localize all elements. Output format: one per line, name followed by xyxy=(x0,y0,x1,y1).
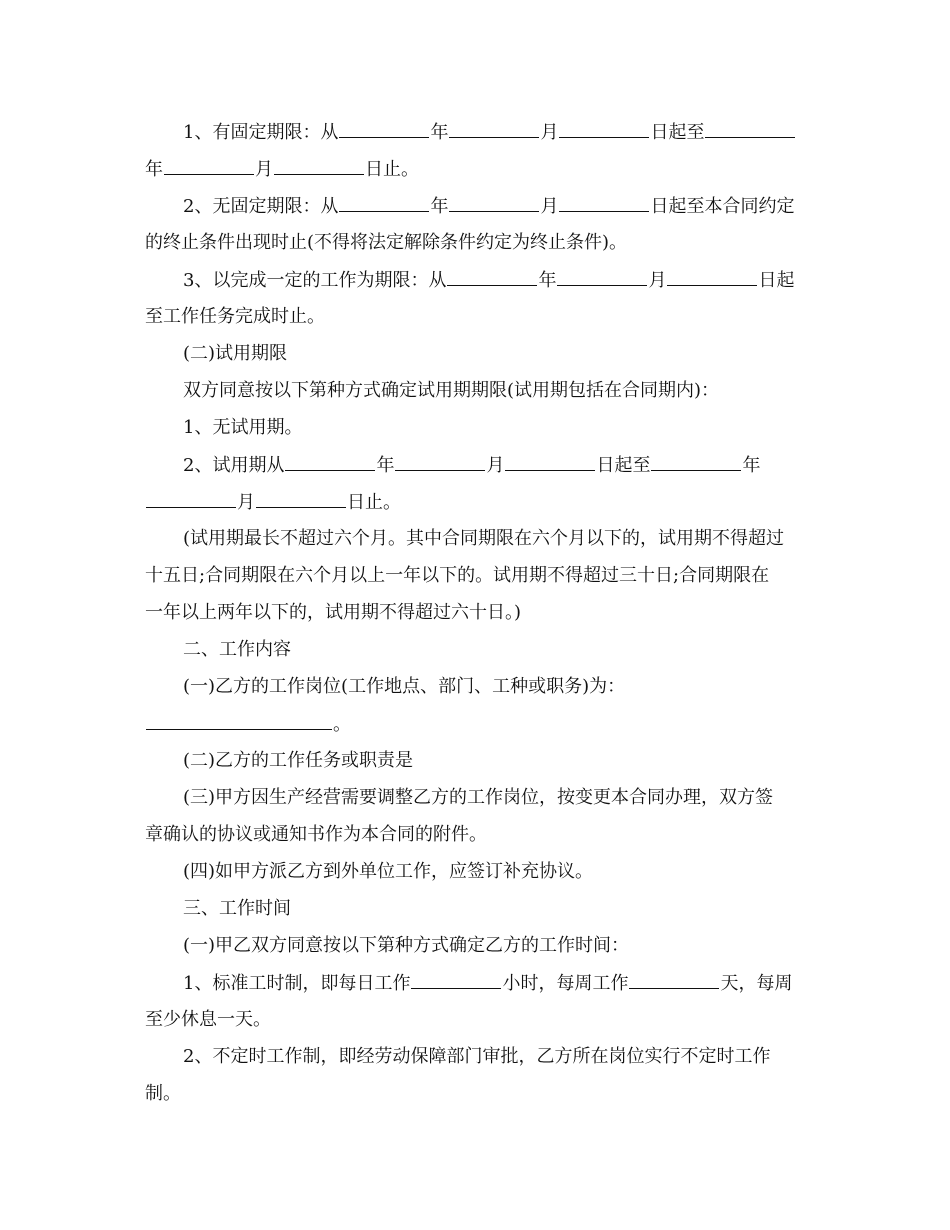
job-duties-line: (二)乙方的工作任务或职责是 xyxy=(183,750,414,771)
year-label: 年 xyxy=(430,122,449,143)
work-time-intro: (一)甲乙双方同意按以下第种方式确定乙方的工作时间： xyxy=(183,935,630,956)
year-label: 年 xyxy=(430,196,449,217)
year-label: 年 xyxy=(742,455,761,476)
blank-field[interactable] xyxy=(256,489,346,508)
trial-intro: 双方同意按以下第种方式确定试用期期限(试用期包括在合同期内)： xyxy=(183,380,720,401)
term-fixed-label: 1、有固定期限：从 xyxy=(183,122,339,143)
flex-hours-line2: 制。 xyxy=(145,1083,181,1104)
term-fixed-line1 xyxy=(0,119,950,146)
term-task-line1 xyxy=(0,267,950,294)
blank-field[interactable] xyxy=(629,970,719,989)
blank-field[interactable] xyxy=(339,119,429,138)
trial-note-line1: (试用期最长不超过六个月。其中合同期限在六个月以下的，试用期不得超过 xyxy=(183,528,785,549)
term-fixed-line2 xyxy=(0,156,950,183)
trial-note-line3: 一年以上两年以下的，试用期不得超过六十日。) xyxy=(145,602,522,623)
day-label: 日起至 xyxy=(650,122,705,143)
month-label: 月 xyxy=(237,492,255,513)
job-change-line1: (三)甲方因生产经营需要调整乙方的工作岗位，按变更本合同办理，双方签 xyxy=(183,787,774,808)
section3-heading: 三、工作时间 xyxy=(183,898,291,919)
blank-field[interactable] xyxy=(447,267,537,286)
day-label: 日止。 xyxy=(347,492,401,513)
day-label: 日止。 xyxy=(365,159,419,180)
day-label: 日起至 xyxy=(596,455,651,476)
blank-field[interactable] xyxy=(411,970,501,989)
trial-heading: (二)试用期限 xyxy=(183,343,288,364)
blank-field[interactable] xyxy=(274,156,364,175)
blank-field[interactable] xyxy=(559,193,649,212)
outside-work-line: (四)如甲方派乙方到外单位工作，应签订补充协议。 xyxy=(183,861,594,882)
term-task-label: 3、以完成一定的工作为期限：从 xyxy=(183,270,447,291)
term-open-line1 xyxy=(0,193,950,220)
year-label: 年 xyxy=(376,455,395,476)
trial-period-line2 xyxy=(0,489,950,516)
trial-none: 1、无试用期。 xyxy=(183,417,303,438)
flex-hours-line1: 2、不定时工作制，即经劳动保障部门审批，乙方所在岗位实行不定时工作 xyxy=(183,1046,771,1067)
trial-note-line2: 十五日;合同期限在六个月以上一年以下的。试用期不得超过三十日;合同期限在 xyxy=(145,565,770,586)
month-label: 月 xyxy=(255,159,273,180)
blank-field[interactable] xyxy=(505,452,595,471)
blank-field[interactable] xyxy=(557,267,647,286)
month-label: 月 xyxy=(540,196,559,217)
blank-field[interactable] xyxy=(164,156,254,175)
blank-field[interactable] xyxy=(395,452,485,471)
day-label: 日起至本合同约定 xyxy=(650,196,795,217)
term-open-label: 2、无固定期限：从 xyxy=(183,196,339,217)
term-task-line2: 至工作任务完成时止。 xyxy=(145,306,325,327)
blank-field[interactable] xyxy=(339,193,429,212)
job-position-blank-line xyxy=(0,711,950,738)
standard-hours-line1 xyxy=(0,970,950,997)
year-label: 年 xyxy=(145,159,163,180)
hours-label: 小时，每周工作 xyxy=(502,973,629,994)
standard-hours-label: 1、标准工时制，即每日工作 xyxy=(183,973,411,994)
blank-field[interactable] xyxy=(559,119,649,138)
day-label: 日起 xyxy=(758,270,795,291)
trial-period-line1 xyxy=(0,452,950,479)
blank-field[interactable] xyxy=(651,452,741,471)
term-open-line2: 的终止条件出现时止(不得将法定解除条件约定为终止条件)。 xyxy=(145,232,628,253)
blank-field[interactable] xyxy=(285,452,375,471)
month-label: 月 xyxy=(648,270,667,291)
year-label: 年 xyxy=(538,270,557,291)
days-label: 天，每周 xyxy=(720,973,793,994)
job-position-line: (一)乙方的工作岗位(工作地点、部门、工种或职务)为： xyxy=(183,676,626,697)
blank-field[interactable] xyxy=(449,119,539,138)
blank-field[interactable] xyxy=(667,267,757,286)
trial-period-label: 2、试用期从 xyxy=(183,455,285,476)
blank-field[interactable] xyxy=(449,193,539,212)
section2-heading: 二、工作内容 xyxy=(183,639,291,660)
job-change-line2: 章确认的协议或通知书作为本合同的附件。 xyxy=(145,824,487,845)
month-label: 月 xyxy=(540,122,559,143)
period-mark: 。 xyxy=(333,714,351,735)
blank-field[interactable] xyxy=(146,711,332,730)
standard-hours-line2: 至少休息一天。 xyxy=(145,1009,271,1030)
blank-field[interactable] xyxy=(705,119,795,138)
blank-field[interactable] xyxy=(146,489,236,508)
month-label: 月 xyxy=(486,455,505,476)
